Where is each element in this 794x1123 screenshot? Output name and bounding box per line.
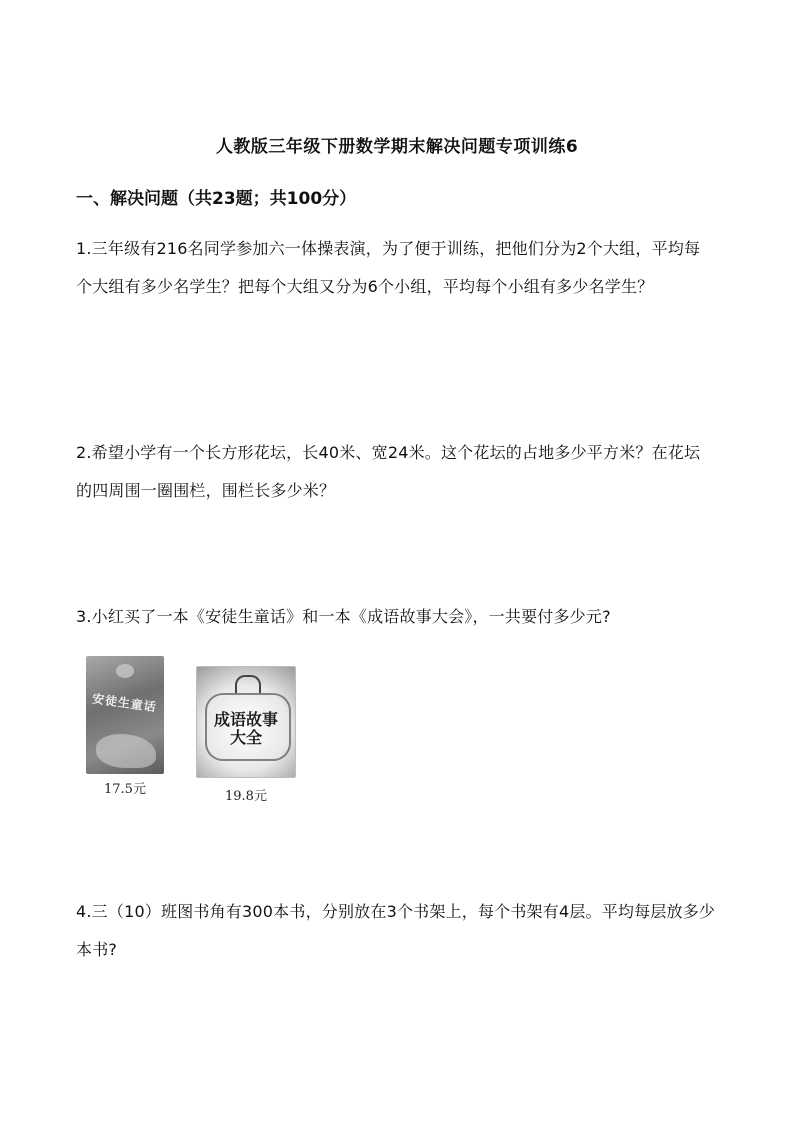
- page-title: 人教版三年级下册数学期末解决问题专项训练6: [215, 137, 579, 157]
- question-2: 2.希望小学有一个长方形花坛，长40米、宽24米。这个花坛的占地多少平方米？在花坛的四周围一圈围栏，围栏长多少米？: [76, 443, 701, 500]
- cover-emblem-icon: [116, 664, 134, 678]
- question-1: 1.三年级有216名同学参加六一体操表演，为了便于训练，把他们分为2个大组，平均每个大组有多少名学生？把每个大组又分为6个小组，平均每个小组有多少名学生？: [76, 239, 701, 296]
- book-cover-idioms: [196, 666, 296, 778]
- book-cover-title-line1: 成语故事: [213, 710, 278, 729]
- section-heading: 一、解决问题（共23题；共100分）: [76, 189, 357, 209]
- book-price-2: 19.8元: [225, 789, 267, 804]
- book-cover-title-line2: 大全: [229, 728, 262, 747]
- cover-illustration: [96, 734, 156, 768]
- book-cover-andersen: [86, 656, 164, 774]
- book-price-1: 17.5元: [104, 782, 146, 797]
- question-4: 4.三（10）班图书角有300本书，分别放在3个书架上，每个书架有4层。平均每层放多少本书?: [76, 902, 716, 959]
- book-cover-title: 安徒生童话: [91, 691, 158, 715]
- cover-house-icon: [235, 675, 261, 693]
- question-3: 3.小红买了一本《安徒生童话》和一本《成语故事大会》，一共要付多少元?: [76, 607, 611, 626]
